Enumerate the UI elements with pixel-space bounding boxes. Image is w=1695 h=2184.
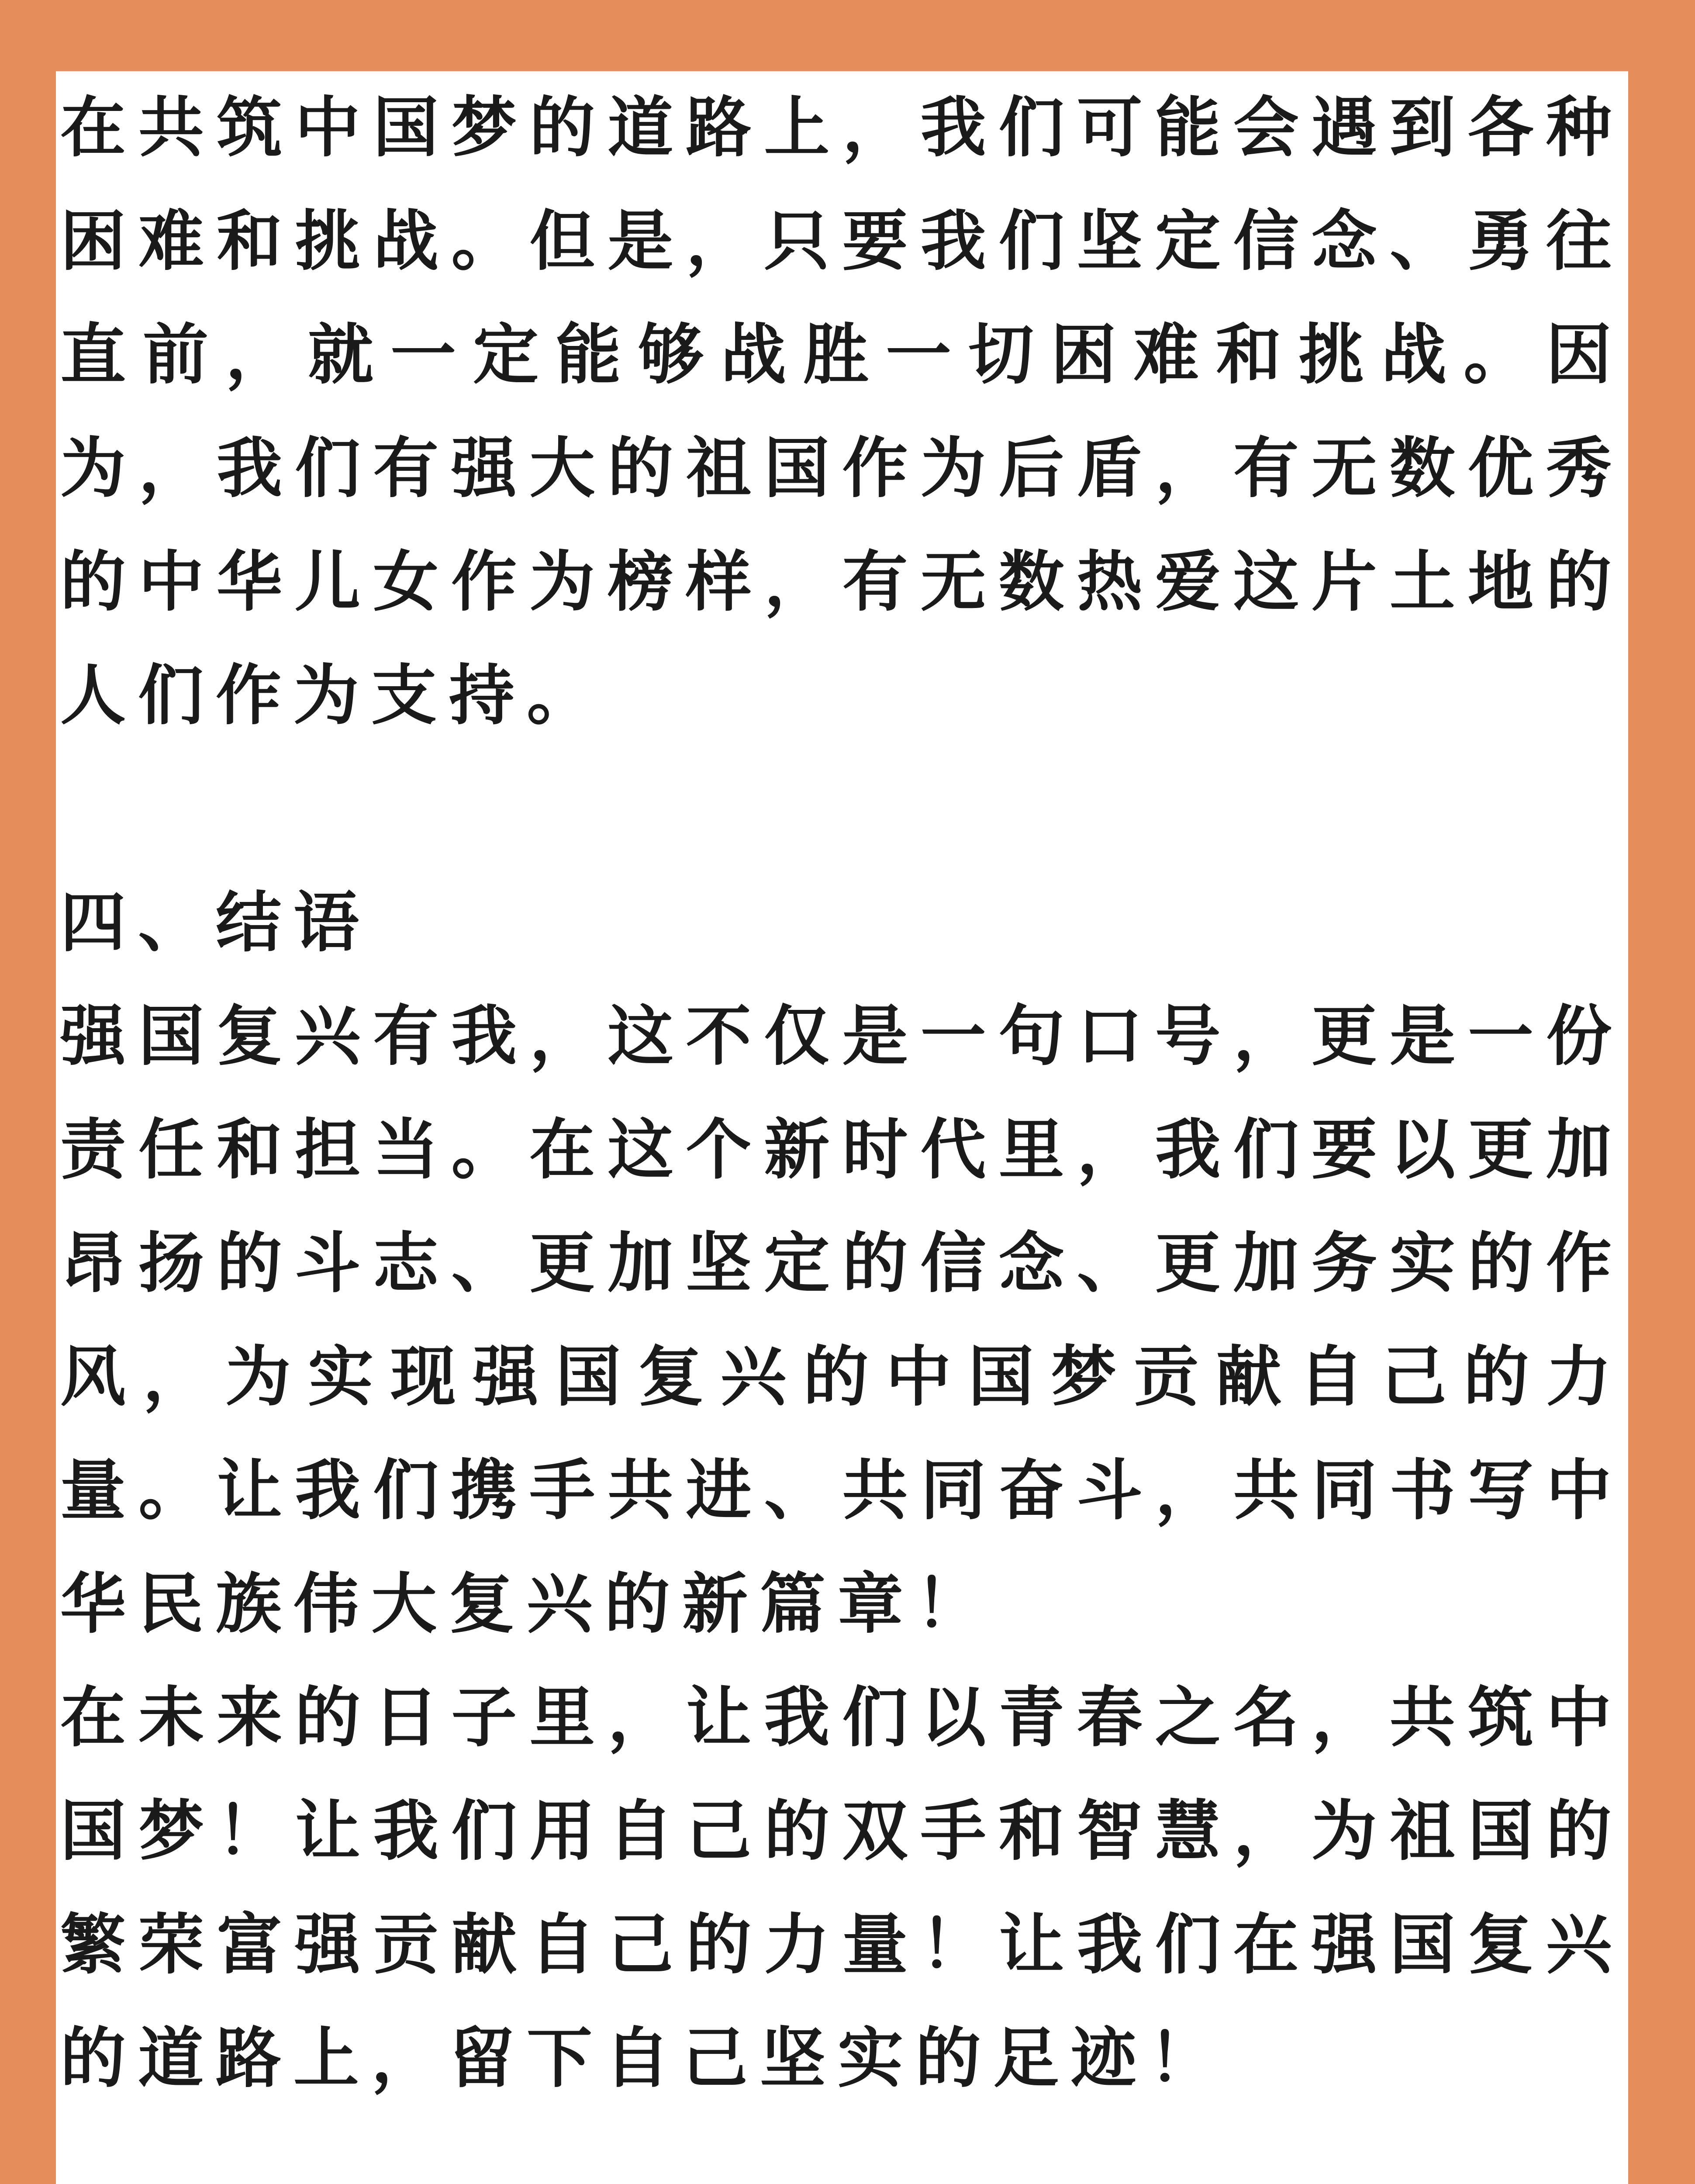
content-card	[56, 71, 1628, 2184]
paragraph-future: 在未来的日子里，让我们以青春之名，共筑中国梦！让我们用自己的双手和智慧，为祖国的繁荣富强贡献自己的力量！让我们在强国复兴的道路上，留下自己坚实的足迹！	[60, 1680, 1624, 2097]
paragraph-spacer	[60, 753, 1624, 866]
article-body	[60, 71, 1624, 2115]
section-heading-conclusion: 四、结语	[60, 885, 372, 961]
paragraph-overcoming-challenges: 在共筑中国梦的道路上，我们可能会遇到各种困难和挑战。但是，只要我们坚定信念、勇往直前，就一定能够战胜一切困难和挑战。因为，我们有强大的祖国作为后盾，有无数优秀的中华儿女作为榜样，有无数热爱这片土地的人们作为支持。	[60, 90, 1624, 734]
paragraph-responsibility: 强国复兴有我，这不仅是一句口号，更是一份责任和担当。在这个新时代里，我们要以更加昂扬的斗志、更加坚定的信念、更加务实的作风，为实现强国复兴的中国梦贡献自己的力量。让我们携手共进、共同奋斗，共同书写中华民族伟大复兴的新篇章！	[60, 999, 1624, 1642]
